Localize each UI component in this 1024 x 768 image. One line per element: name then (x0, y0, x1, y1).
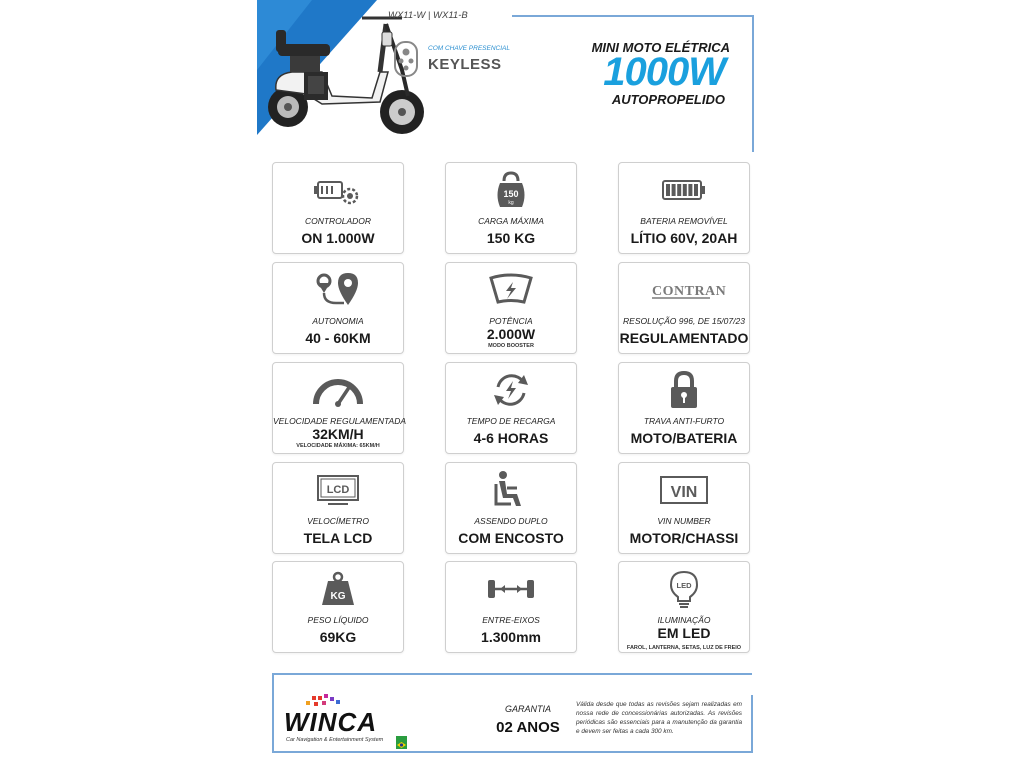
spec-card (618, 362, 750, 454)
warranty-label: GARANTIA (504, 704, 551, 714)
warranty-disclaimer: Válida desde que todas as revisões sejam realizadas em nossa rede de concessionárias autorizadas. As revisões periódicas são essenciais para a manutenção da garantia e devem ser feitas a cada 300 km. (576, 701, 742, 735)
footer-frame-right (751, 695, 753, 753)
brand-logo: WINCA (284, 707, 378, 737)
spec-value: EM LED (657, 625, 711, 641)
spec-note: MODO BOOSTER (488, 343, 534, 349)
spec-card (445, 262, 577, 354)
keyless-label: KEYLESS (428, 56, 502, 73)
svg-text:LED: LED (676, 581, 692, 590)
spec-card (272, 162, 404, 254)
spec-label: BATERIA REMOVÍVEL (640, 216, 728, 226)
spec-card (618, 262, 750, 354)
brand-tagline: Car Navigation & Entertainment System (286, 737, 384, 743)
spec-label: VELOCÍMETRO (307, 516, 369, 526)
spec-label: VIN NUMBER (657, 516, 711, 526)
spec-value: 4-6 HORAS (473, 430, 549, 446)
spec-label: RESOLUÇÃO 996, DE 15/07/23 (623, 316, 745, 326)
spec-card (272, 262, 404, 354)
vin-plate-icon (619, 469, 749, 511)
spec-label: AUTONOMIA (312, 316, 364, 326)
spec-value: COM ENCOSTO (458, 530, 564, 546)
svg-text:CONTRAN: CONTRAN (652, 284, 727, 299)
padlock-icon (619, 369, 749, 411)
svg-text:VIN: VIN (670, 484, 698, 501)
kettlebell-150kg-icon (446, 169, 576, 211)
key-fob-icon (392, 40, 420, 78)
title-power: 1000W (603, 50, 725, 94)
spec-value: 32KM/H (312, 426, 364, 442)
spec-note: VELOCIDADE MÁXIMA: 65KM/H (296, 443, 380, 449)
spec-card (445, 362, 577, 454)
warranty-value: 02 ANOS (496, 719, 560, 736)
spec-card (618, 561, 750, 653)
spec-card (618, 162, 750, 254)
spec-label: ASSENDO DUPLO (474, 516, 548, 526)
spec-label: CONTROLADOR (304, 216, 372, 226)
spec-card (272, 362, 407, 454)
svg-text:KG: KG (330, 591, 346, 602)
spec-value: 1.300mm (481, 629, 541, 645)
spec-value: 150 KG (486, 230, 536, 246)
model-code: WX11-W | WX11-B (388, 10, 468, 21)
spec-label: TEMPO DE RECARGA (466, 416, 556, 426)
spec-card (445, 162, 577, 254)
spec-value: TELA LCD (303, 530, 373, 546)
spec-card (618, 462, 750, 554)
seated-person-icon (446, 469, 576, 511)
spec-value: MOTO/BATERIA (630, 430, 738, 446)
contran-logo-icon (619, 269, 749, 311)
spec-label: ILUMINAÇÃO (657, 615, 711, 625)
windshield-power-icon (446, 269, 576, 311)
spec-value: 2.000W (486, 326, 536, 342)
svg-text:150: 150 (503, 189, 519, 199)
led-bulb-icon (619, 568, 749, 610)
brazil-flag-icon (396, 736, 407, 744)
weight-kg-icon (273, 568, 403, 610)
spec-value: LÍTIO 60V, 20AH (630, 230, 738, 246)
spec-note: FAROL, LANTERNA, SETAS, LUZ DE FREIO (626, 645, 742, 651)
spec-label: POTÊNCIA (489, 316, 533, 326)
spec-card (272, 561, 404, 653)
title-line-1: MINI MOTO ELÉTRICA (591, 40, 730, 55)
svg-text:kg: kg (508, 200, 514, 206)
spec-label: CARGA MÁXIMA (478, 216, 544, 226)
svg-text:LCD: LCD (326, 484, 350, 496)
keyless-caption: COM CHAVE PRESENCIAL (428, 45, 510, 52)
wheelbase-axle-icon (446, 568, 576, 610)
speedometer-icon (273, 369, 403, 411)
title-line-3: AUTOPROPELIDO (611, 92, 725, 107)
lcd-display-icon (273, 469, 403, 511)
spec-card (445, 462, 577, 554)
spec-label: PESO LÍQUIDO (307, 615, 369, 625)
route-pin-icon (273, 269, 403, 311)
spec-card (272, 462, 404, 554)
spec-value: REGULAMENTADO (619, 330, 749, 346)
spec-value: 69KG (319, 629, 357, 645)
spec-value: ON 1.000W (301, 230, 375, 246)
spec-label: TRAVA ANTI-FURTO (643, 416, 725, 426)
spec-card (445, 561, 577, 653)
footer-frame-bottom (272, 751, 753, 753)
spec-value: 40 - 60KM (305, 330, 371, 346)
battery-icon (619, 169, 749, 211)
motor-gear-icon (273, 169, 403, 211)
spec-value: MOTOR/CHASSI (629, 530, 739, 546)
spec-label: VELOCIDADE REGULAMENTADA (273, 416, 407, 426)
recharge-cycle-icon (446, 369, 576, 411)
spec-label: ENTRE-EIXOS (482, 615, 540, 625)
